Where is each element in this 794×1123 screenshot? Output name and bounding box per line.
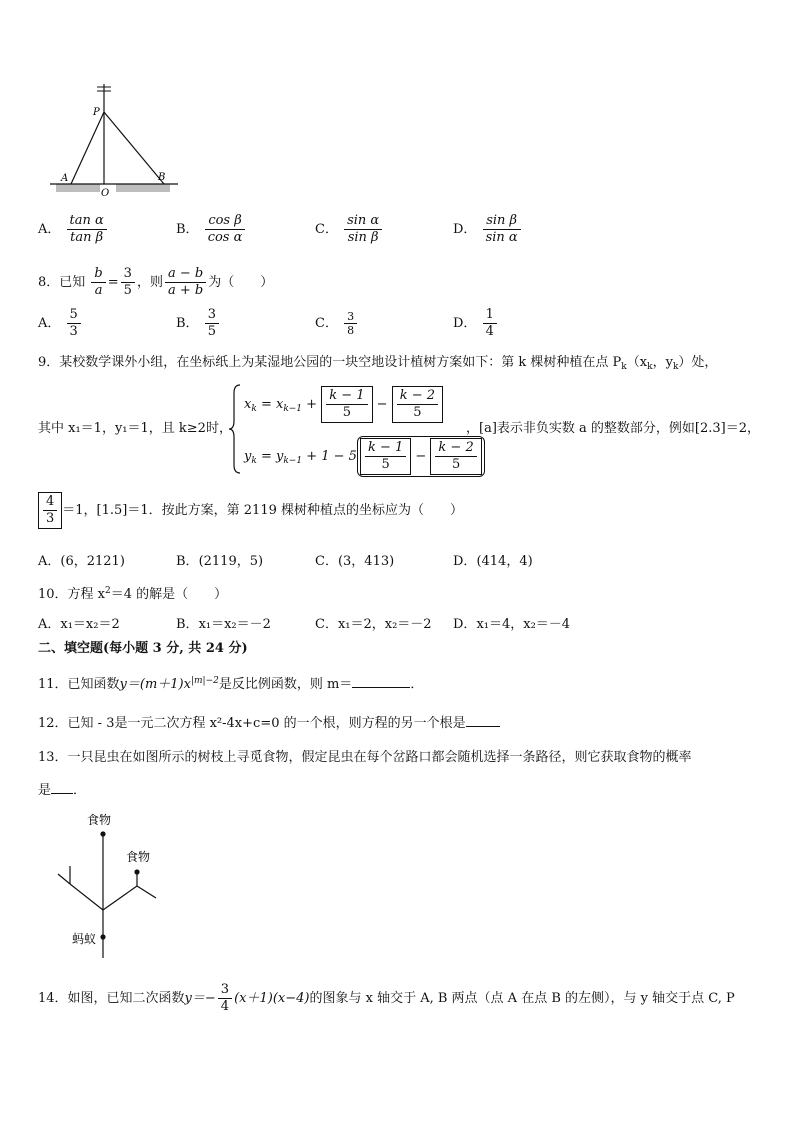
q14-formula: y＝− xyxy=(184,991,216,1006)
rope-pa xyxy=(71,112,104,184)
q8-suffix: 为（ ） xyxy=(208,275,274,290)
label-b: B xyxy=(158,172,166,183)
ant-label: 蚂蚁 xyxy=(72,932,97,946)
q13-line2 xyxy=(38,779,86,800)
q13-tree-figure xyxy=(50,810,170,960)
eq-op: − xyxy=(411,449,431,464)
option-text: (414，4) xyxy=(476,554,533,569)
q9-definition-text: ，[a]表示非负实数 a 的整数部分，例如[2.3]＝2， xyxy=(466,421,760,436)
q9-option-b[interactable] xyxy=(176,550,263,569)
fraction-denominator: sin α xyxy=(485,230,518,245)
option-fraction xyxy=(483,307,497,340)
option-text: (6，2121) xyxy=(60,554,125,569)
option-fraction xyxy=(205,307,219,340)
food-dot-top xyxy=(100,831,105,836)
option-fraction xyxy=(344,213,382,246)
fraction-denominator: 5 xyxy=(342,405,352,420)
fraction-denominator: 8 xyxy=(347,324,355,337)
q9-line2-suffix xyxy=(466,420,760,438)
fraction-numerator: 3 xyxy=(218,982,232,999)
option-letter: C． xyxy=(315,316,338,331)
option-letter: A． xyxy=(38,222,61,237)
fraction-numerator: sin β xyxy=(483,213,521,230)
option-fraction xyxy=(67,213,107,246)
q14-stem xyxy=(38,982,735,1015)
fraction-denominator: 4 xyxy=(485,324,494,339)
fraction xyxy=(397,388,438,421)
option-fraction xyxy=(344,310,357,337)
option-letter: B． xyxy=(176,222,199,237)
ground-right-block xyxy=(116,184,170,192)
label-o: O xyxy=(101,188,110,199)
q9-line1-tail: ，y xyxy=(652,355,673,370)
subscript: k xyxy=(251,404,257,414)
fraction-denominator: 5 xyxy=(451,457,461,472)
q12-stem xyxy=(38,712,500,733)
option-letter: B． xyxy=(176,554,199,569)
q11-end: ． xyxy=(410,677,424,692)
superscript: 2 xyxy=(105,586,111,596)
q10-stem-text: 10．方程 x xyxy=(38,587,106,602)
q9-line1-text: 9．某校数学课外小组，在坐标纸上为某湿地公园的一块空地设计植树方案如下：第 k 棵树种植在点 P xyxy=(38,355,622,370)
eq-var: x xyxy=(244,397,252,412)
eq-var: y xyxy=(244,449,252,464)
q9-equation-y xyxy=(244,436,485,477)
food-label-right: 食物 xyxy=(126,850,151,864)
food-dot-right xyxy=(134,869,139,874)
left-branch xyxy=(70,884,103,910)
subscript: k−1 xyxy=(283,456,303,466)
option-letter: D． xyxy=(453,554,477,569)
fraction-numerator: 4 xyxy=(43,494,57,511)
option-fraction xyxy=(205,213,246,246)
fraction-numerator: k − 2 xyxy=(397,388,438,405)
fraction-numerator: cos β xyxy=(205,213,246,230)
q9-equation-x xyxy=(244,386,443,423)
rope-pb xyxy=(104,112,164,184)
q13-line1 xyxy=(38,749,692,767)
eq-text: = y xyxy=(256,449,284,464)
fraction xyxy=(365,440,406,473)
q14-factor: (x＋1)(x−4) xyxy=(234,991,310,1006)
q11-prefix: 11．已知函数 xyxy=(38,677,120,692)
option-text: x₁＝x₂＝－2 xyxy=(198,617,271,632)
fraction-denominator: cos α xyxy=(207,230,243,245)
fraction-denominator: a xyxy=(94,283,103,298)
eq-text: + 1 − 5 xyxy=(302,449,357,464)
fraction-denominator: a + b xyxy=(167,283,204,298)
q10-stem xyxy=(38,582,227,604)
q8-frac-3-over-5 xyxy=(121,266,135,299)
subscript: k xyxy=(621,362,627,372)
q8-prefix: 8．已知 xyxy=(38,275,86,290)
q9-question-text: ＝1，[1.5]＝1．按此方案，第 2119 棵树种植点的坐标应为（ ） xyxy=(62,503,463,518)
q14-suffix: 的图象与 x 轴交于 A, B 两点（点 A 在点 B 的左侧），与 y 轴交于点 C, P xyxy=(309,991,735,1006)
option-letter: A． xyxy=(38,617,61,632)
label-a: A xyxy=(61,173,69,184)
fraction-numerator: sin α xyxy=(344,213,382,230)
fraction-denominator: 3 xyxy=(46,511,55,526)
q9-line3 xyxy=(38,492,463,529)
q12-text: 12．已知 - 3是一元二次方程 x²-4x+c=0 的一个根，则方程的另一个根是 xyxy=(38,716,466,731)
floor-bracket xyxy=(430,438,481,475)
q8-eq: = xyxy=(107,275,119,290)
eq-op: − xyxy=(372,397,392,412)
q14-prefix: 14．如图，已知二次函数 xyxy=(38,991,185,1006)
option-letter: B． xyxy=(176,617,199,632)
fraction-denominator: tan β xyxy=(70,230,104,245)
option-letter: C． xyxy=(315,617,338,632)
right-branch xyxy=(103,886,137,910)
q7-option-b[interactable] xyxy=(176,213,247,246)
food-label-top: 食物 xyxy=(87,813,112,827)
q9-option-d[interactable] xyxy=(453,550,533,569)
option-letter: A． xyxy=(38,554,61,569)
floor-bracket xyxy=(321,386,372,423)
option-letter: D． xyxy=(453,316,477,331)
fraction-numerator: 3 xyxy=(205,307,219,324)
option-letter: A． xyxy=(38,316,61,331)
q10-option-d[interactable] xyxy=(453,613,570,632)
option-letter: B． xyxy=(176,316,199,331)
option-text: (3，413) xyxy=(337,554,395,569)
fraction-denominator: 5 xyxy=(381,457,390,472)
q8-frac-b-over-a xyxy=(91,266,105,299)
q14-fraction xyxy=(218,982,232,1015)
q8-stem xyxy=(38,266,273,299)
q13-text: 13．一只昆虫在如图所示的树枝上寻觅食物，假定昆虫在每个岔路口都会随机选择一条路径，则它获取食物的概率 xyxy=(38,750,692,765)
option-text: x₁＝x₂＝2 xyxy=(60,617,120,632)
floor-bracket xyxy=(360,438,411,475)
subscript: k xyxy=(251,456,257,466)
q8-option-b[interactable] xyxy=(176,307,221,340)
fraction xyxy=(435,440,476,473)
subscript: k xyxy=(672,362,679,372)
section-title: 二、填空题(每小题 3 分, 共 24 分) xyxy=(38,641,248,656)
subscript: k−1 xyxy=(283,404,303,414)
fraction-numerator: k − 1 xyxy=(365,440,406,457)
fraction-denominator: sin β xyxy=(347,230,379,245)
q7-option-c[interactable] xyxy=(315,213,384,246)
floor-bracket xyxy=(392,386,443,423)
option-text: x₁＝2，x₂＝－2 xyxy=(337,617,432,632)
fraction-numerator: 1 xyxy=(483,307,497,324)
fraction-denominator: 5 xyxy=(413,405,422,420)
option-fraction xyxy=(67,307,81,340)
subscript: k xyxy=(647,362,653,372)
q8-option-a[interactable] xyxy=(38,307,83,340)
q8-frac-target xyxy=(165,266,206,299)
fraction-numerator: 3 xyxy=(344,310,357,324)
q9-option-a[interactable] xyxy=(38,550,125,569)
q9-line2-prefix xyxy=(38,420,232,438)
fraction-numerator: 5 xyxy=(67,307,81,324)
superscript: |m|−2 xyxy=(190,676,219,686)
q9-line1-tail: （x xyxy=(626,355,648,370)
fraction-numerator: 3 xyxy=(121,266,135,283)
q13-text: ． xyxy=(73,783,87,798)
fraction-numerator: tan α xyxy=(67,213,107,230)
q8-option-c[interactable] xyxy=(315,310,359,337)
q9-line1-tail: ）处， xyxy=(678,355,718,370)
answer-blank[interactable] xyxy=(352,673,410,688)
fraction-denominator: 4 xyxy=(220,999,230,1014)
q9-line1 xyxy=(38,354,717,376)
label-p: P xyxy=(93,107,100,118)
ant-dot xyxy=(100,934,105,939)
option-letter: D． xyxy=(453,617,477,632)
fraction-numerator: a − b xyxy=(165,266,206,283)
fraction xyxy=(326,388,367,421)
option-letter: C． xyxy=(315,554,338,569)
option-text: (2119，5) xyxy=(198,554,264,569)
eq-text: = x xyxy=(256,397,284,412)
outer-paren xyxy=(357,436,485,477)
q10-option-a[interactable] xyxy=(38,613,120,632)
q9-option-c[interactable] xyxy=(315,550,394,569)
fraction-denominator: 5 xyxy=(123,283,132,298)
option-text: x₁＝4，x₂＝－4 xyxy=(476,617,571,632)
q11-suffix: 是反比例函数，则 m＝ xyxy=(218,677,353,692)
right-twig-2 xyxy=(137,886,156,898)
fraction-numerator: k − 1 xyxy=(326,388,367,405)
option-letter: C． xyxy=(315,222,338,237)
q11-stem xyxy=(38,672,423,694)
floor-bracket xyxy=(38,492,62,529)
eq-op: + xyxy=(302,397,322,412)
q7-option-a[interactable] xyxy=(38,213,109,246)
option-fraction xyxy=(483,213,521,246)
q9-brace xyxy=(228,383,242,475)
fraction-numerator: k − 2 xyxy=(435,440,476,457)
fraction xyxy=(43,494,57,527)
fraction-numerator: b xyxy=(91,266,105,283)
q13-text: 是 xyxy=(38,783,52,798)
fraction-denominator: 3 xyxy=(69,324,78,339)
q10-option-b[interactable] xyxy=(176,613,271,632)
fraction-denominator: 5 xyxy=(207,324,216,339)
option-letter: D． xyxy=(453,222,477,237)
q9-condition-text: 其中 x₁＝1，y₁＝1，且 k≥2时， xyxy=(38,421,232,436)
q11-formula: y＝(m＋1)x xyxy=(119,677,191,692)
q7-figure xyxy=(44,80,184,200)
q10-option-c[interactable] xyxy=(315,613,432,632)
q8-mid: ，则 xyxy=(136,275,163,290)
answer-blank[interactable] xyxy=(466,712,500,727)
answer-blank[interactable] xyxy=(51,779,73,794)
q10-stem-text: ＝4 的解是（ ） xyxy=(110,587,228,602)
q7-option-d[interactable] xyxy=(453,213,523,246)
left-twig-1 xyxy=(58,874,70,884)
q8-option-d[interactable] xyxy=(453,307,499,340)
ground-left-block xyxy=(56,184,100,192)
